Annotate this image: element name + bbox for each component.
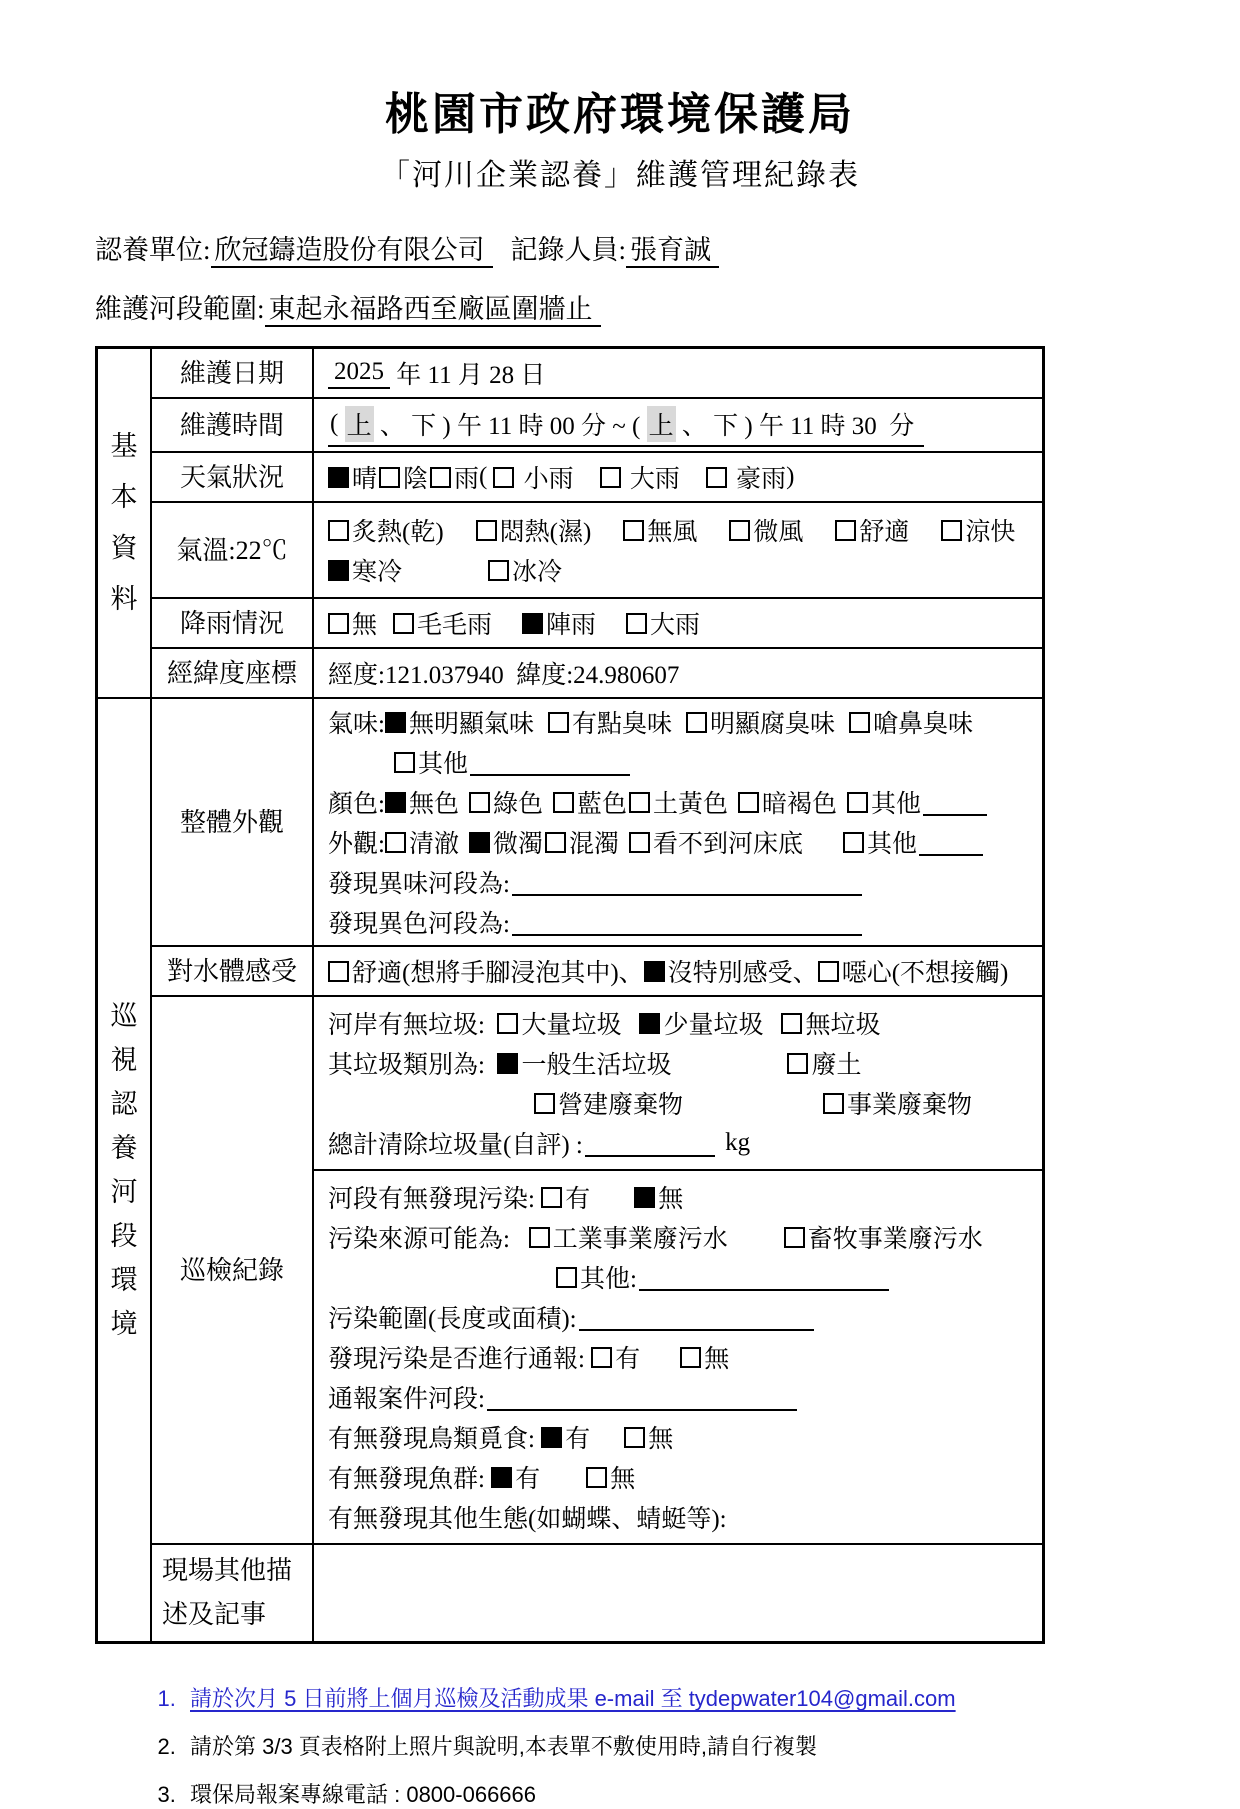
checkbox-label: 其他 (418, 751, 469, 778)
checkbox-icon[interactable] (430, 467, 451, 488)
checkbox-icon[interactable] (680, 1347, 701, 1368)
section-basic-label (98, 349, 152, 697)
coordinates-content (314, 649, 1042, 697)
pollution-range-line (328, 1297, 1038, 1337)
pollution-subsection (314, 1169, 1042, 1543)
unchecked-checkbox-option[interactable] (849, 704, 973, 740)
checkbox-label: 土黃色 (653, 791, 729, 818)
static-text: ( (479, 463, 488, 490)
checkbox-icon[interactable] (738, 792, 759, 813)
checkbox-label: 其他 (871, 791, 922, 818)
checkbox-label: 嗆鼻臭味 (873, 711, 974, 738)
other-ecology-line (328, 1497, 1038, 1537)
fill-in-blank[interactable] (487, 1384, 797, 1411)
fill-in-blank[interactable] (639, 1264, 889, 1291)
unchecked-checkbox-option[interactable] (784, 1219, 983, 1255)
checkbox-icon[interactable] (469, 832, 490, 853)
checkbox-icon[interactable] (497, 1013, 518, 1034)
unchecked-checkbox-option[interactable] (469, 784, 543, 820)
section-label-char: 認 (110, 1088, 138, 1119)
checkbox-label: 冰冷 (512, 559, 563, 586)
checkbox-icon[interactable] (787, 1053, 808, 1074)
row-inspection-record (152, 997, 1042, 1545)
checkbox-label: 沒特別感受 (667, 960, 793, 987)
unchecked-checkbox-option[interactable] (818, 953, 1009, 989)
checked-checkbox-option[interactable] (644, 953, 793, 989)
pollution-found-line (328, 1177, 1038, 1217)
site-notes-content[interactable] (314, 1545, 1042, 1641)
checked-checkbox-option[interactable] (522, 605, 596, 641)
checked-checkbox-option[interactable] (541, 1419, 590, 1455)
section-patrol-environment (98, 699, 1042, 1641)
checkbox-icon[interactable] (522, 613, 543, 634)
checkbox-label: 其他: (580, 1266, 637, 1293)
fill-in-blank[interactable] (585, 1130, 715, 1157)
unchecked-checkbox-option[interactable] (553, 784, 627, 820)
checkbox-label: 微風 (753, 519, 804, 546)
checkbox-icon[interactable] (629, 832, 650, 853)
checkbox-icon[interactable] (706, 467, 727, 488)
checkbox-icon[interactable] (600, 467, 621, 488)
row-coordinates (152, 649, 1042, 697)
checkbox-icon[interactable] (491, 1467, 512, 1488)
checkbox-label: 有 (615, 1346, 641, 1373)
fill-in-blank[interactable] (512, 869, 862, 896)
static-text: kg (718, 1129, 751, 1156)
unchecked-checkbox-option[interactable] (624, 1419, 673, 1455)
inspection-record-label: 巡檢紀錄 (152, 997, 314, 1543)
checkbox-icon[interactable] (393, 613, 414, 634)
water-feel-label: 對水體感受 (152, 947, 314, 995)
checkbox-icon[interactable] (591, 1347, 612, 1368)
unchecked-checkbox-option[interactable] (626, 605, 700, 641)
checkbox-label: 無 (352, 612, 378, 639)
row-water-feel (152, 947, 1042, 997)
checkbox-label: 豪雨 (729, 466, 787, 493)
unchecked-checkbox-option[interactable] (488, 552, 562, 588)
unchecked-checkbox-option[interactable] (541, 1179, 590, 1215)
checkbox-icon[interactable] (469, 792, 490, 813)
basic-rows (152, 349, 1042, 697)
section-label-char: 視 (110, 1044, 138, 1075)
checkbox-icon[interactable] (553, 792, 574, 813)
checkbox-label: 事業廢棄物 (847, 1092, 973, 1119)
unchecked-checkbox-option[interactable] (686, 704, 835, 740)
coordinates-value: 經度:121.037940 緯度:24.980607 (328, 662, 680, 689)
pollution-source-other-line (328, 1257, 1038, 1297)
row-site-notes (152, 1545, 1042, 1641)
section-label-char: 資 (110, 533, 138, 563)
checked-checkbox-option[interactable] (634, 1179, 683, 1215)
checkbox-icon[interactable] (497, 1053, 518, 1074)
checkbox-icon[interactable] (328, 467, 349, 488)
checkbox-label: 混濁 (568, 831, 619, 858)
riverbank-garbage-line (328, 1003, 1038, 1043)
rainfall-label: 降雨情況 (152, 599, 314, 647)
section-label-char: 段 (110, 1220, 138, 1251)
section-label-char: 環 (110, 1264, 138, 1295)
unchecked-checkbox-option[interactable] (629, 784, 728, 820)
checked-checkbox-option[interactable] (639, 1005, 763, 1041)
checkbox-icon[interactable] (847, 792, 868, 813)
unchecked-checkbox-option[interactable] (394, 744, 468, 780)
checkbox-label: 舒適 (859, 519, 910, 546)
checkbox-label: 看不到河床底 (653, 831, 804, 858)
checkbox-label: 涼快 (965, 519, 1016, 546)
unchecked-checkbox-option[interactable] (497, 1005, 621, 1041)
unchecked-checkbox-option[interactable] (629, 824, 803, 860)
static-text: 、 (792, 960, 818, 987)
checkbox-label: 畜牧事業廢污水 (807, 1226, 983, 1253)
checkbox-label: 無風 (647, 519, 698, 546)
checkbox-icon[interactable] (729, 520, 750, 541)
checkbox-icon[interactable] (379, 467, 400, 488)
checkbox-label: 大雨 (623, 466, 680, 493)
maintenance-time-value (328, 404, 924, 447)
unchecked-checkbox-option[interactable] (729, 512, 803, 548)
checkbox-label: 無 (704, 1346, 730, 1373)
recorder-label: 記錄人員: (510, 235, 627, 265)
adopting-unit-line (95, 228, 1045, 267)
static-text: 、 下 ) 午 11 時 00 分 ~ ( (373, 412, 647, 440)
static-text: 氣味: (328, 711, 385, 738)
highlighted-text: 上 (345, 406, 374, 442)
maintenance-time-content (314, 399, 1042, 451)
static-text: 年 11 月 28 日 (390, 362, 546, 389)
water-feel-content (314, 947, 1042, 995)
checked-checkbox-option[interactable] (469, 824, 543, 860)
unchecked-checkbox-option[interactable] (781, 1005, 880, 1041)
checkbox-icon[interactable] (545, 832, 566, 853)
checkbox-label: 有 (565, 1426, 591, 1453)
unchecked-checkbox-option[interactable] (529, 1219, 728, 1255)
site-notes-label: 現場其他描述及記事 (152, 1545, 314, 1641)
section-label-char: 本 (110, 482, 138, 512)
section-label-char: 境 (110, 1308, 138, 1339)
checkbox-label: 大量垃圾 (521, 1012, 622, 1039)
section-label-char: 養 (110, 1132, 138, 1163)
checkbox-icon[interactable] (818, 961, 839, 982)
unchecked-checkbox-option[interactable] (534, 1085, 683, 1121)
checkbox-label: 有 (565, 1186, 591, 1213)
checkbox-label: 暗褐色 (762, 791, 838, 818)
static-text: 有無發現其他生態(如蝴蝶、蜻蜓等): (328, 1506, 727, 1533)
checked-checkbox-option[interactable] (328, 552, 402, 588)
row-weather (152, 453, 1042, 503)
static-text: 、 下 ) 午 11 時 30 分 (675, 412, 915, 440)
unchecked-checkbox-option[interactable] (328, 605, 377, 641)
fish-found-line (328, 1457, 1038, 1497)
checkbox-icon[interactable] (541, 1427, 562, 1448)
footer-notes (152, 1682, 1240, 1809)
email-link-text[interactable]: 請於次月 5 日前將上個月巡檢及活動成果 e-mail 至 tydepwater104@gmail.com (190, 1686, 956, 1712)
temperature-content (314, 503, 1042, 597)
unchecked-checkbox-option[interactable] (680, 1339, 729, 1375)
checked-checkbox-option[interactable] (385, 784, 459, 820)
checkbox-icon[interactable] (548, 712, 569, 733)
checkbox-label: 悶熱(濕) (499, 519, 592, 546)
static-text: 發現污染是否進行通報: (328, 1346, 592, 1373)
unchecked-checkbox-option[interactable] (941, 512, 1015, 548)
checkbox-icon[interactable] (623, 520, 644, 541)
checkbox-icon[interactable] (385, 712, 406, 733)
static-text: 通報案件河段: (328, 1386, 485, 1413)
garbage-subsection (314, 997, 1042, 1169)
row-rainfall (152, 599, 1042, 649)
temperature-options-line-2 (328, 550, 1038, 590)
checkbox-label: 陰 (403, 466, 429, 493)
pollution-source-line (328, 1217, 1038, 1257)
checkbox-icon[interactable] (488, 560, 509, 581)
river-range-value: 東起永福路西至廠區圍牆止 (265, 294, 601, 327)
checkbox-label: 無明顯氣味 (408, 711, 534, 738)
report-case-line (328, 1377, 1038, 1417)
checkbox-icon[interactable] (541, 1187, 562, 1208)
checkbox-icon[interactable] (644, 961, 665, 982)
highlighted-text: 上 (647, 406, 676, 442)
unchecked-checkbox-option[interactable] (385, 824, 459, 860)
fill-in-blank[interactable] (579, 1304, 814, 1331)
checkbox-label: 明顯腐臭味 (709, 711, 835, 738)
checkbox-icon[interactable] (626, 613, 647, 634)
checkbox-label: 寒冷 (352, 559, 403, 586)
static-text: 污染來源可能為: (328, 1226, 529, 1253)
checkbox-icon[interactable] (781, 1013, 802, 1034)
unchecked-checkbox-option[interactable] (586, 1459, 635, 1495)
water-feel-options-line (328, 951, 1038, 991)
checkbox-label: 噁心(不想接觸) (841, 960, 1009, 987)
checkbox-label: 其他 (867, 831, 918, 858)
unchecked-checkbox-option[interactable] (328, 512, 444, 548)
checkbox-label: 微濁 (492, 831, 543, 858)
checkbox-icon[interactable] (385, 832, 406, 853)
checkbox-icon[interactable] (843, 832, 864, 853)
checked-checkbox-option[interactable] (328, 459, 377, 495)
clarity-options-line (328, 822, 1038, 862)
odor-other-line (328, 742, 1038, 782)
birds-found-line (328, 1417, 1038, 1457)
overall-appearance-content (314, 699, 1042, 945)
checkbox-icon[interactable] (476, 520, 497, 541)
static-text: 發現異色河段為: (328, 911, 510, 938)
unchecked-checkbox-option[interactable] (623, 512, 697, 548)
footer-note-photos-text: 請於第 3/3 頁表格附上照片與說明,本表單不敷使用時,請自行複製 (190, 1734, 818, 1760)
unchecked-checkbox-option[interactable] (556, 1259, 637, 1295)
color-options-line (328, 782, 1038, 822)
checkbox-icon[interactable] (784, 1227, 805, 1248)
checkbox-icon[interactable] (328, 520, 349, 541)
fill-in-blank[interactable] (512, 909, 862, 936)
fill-in-blank[interactable] (470, 749, 630, 776)
section-label-char: 料 (110, 584, 138, 614)
checkbox-icon[interactable] (639, 1013, 660, 1034)
garbage-type-line-2 (328, 1083, 1038, 1123)
static-text: 有無發現鳥類覓食: (328, 1426, 542, 1453)
checkbox-label: 綠色 (492, 791, 543, 818)
static-text: 有無發現魚群: (328, 1466, 492, 1493)
weather-content (314, 453, 1042, 501)
checkbox-icon[interactable] (624, 1427, 645, 1448)
checkbox-label: 晴 (352, 466, 378, 493)
checkbox-label: 營建廢棄物 (558, 1092, 684, 1119)
checkbox-label: 大雨 (650, 612, 701, 639)
section-label-char: 巡 (110, 1000, 138, 1031)
maintenance-time-label: 維護時間 (152, 399, 314, 451)
checked-checkbox-option[interactable] (385, 704, 534, 740)
static-text: 河段有無發現污染: (328, 1186, 542, 1213)
checkbox-label: 藍色 (576, 791, 627, 818)
coordinates-label: 經緯度座標 (152, 649, 314, 697)
unchecked-checkbox-option[interactable] (328, 953, 619, 989)
checkbox-icon[interactable] (941, 520, 962, 541)
form-document (95, 228, 1045, 1644)
row-overall-appearance (152, 699, 1042, 947)
static-text: ) (786, 463, 795, 490)
underlined-value: 2025 (328, 358, 390, 389)
maintenance-time-line (328, 404, 1038, 447)
checked-checkbox-option[interactable] (491, 1459, 540, 1495)
weather-options-line (328, 457, 1038, 497)
unchecked-checkbox-option[interactable] (591, 1339, 640, 1375)
section-patrol-label (98, 699, 152, 1641)
footer-note-hotline (182, 1778, 1240, 1809)
checkbox-icon[interactable] (686, 712, 707, 733)
checkbox-icon[interactable] (634, 1187, 655, 1208)
static-text: 污染範圍(長度或面積): (328, 1306, 577, 1333)
checkbox-icon[interactable] (849, 712, 870, 733)
checkbox-label: 有 (515, 1466, 541, 1493)
static-text: 其垃圾類別為: (328, 1052, 498, 1079)
unchecked-checkbox-option[interactable] (823, 1085, 972, 1121)
patrol-rows (152, 699, 1042, 1641)
unchecked-checkbox-option[interactable] (738, 784, 837, 820)
checkbox-label: 清澈 (408, 831, 459, 858)
checkbox-icon[interactable] (493, 467, 514, 488)
footer-note-email-link[interactable] (182, 1682, 1240, 1713)
unchecked-checkbox-option[interactable] (843, 824, 917, 860)
unchecked-checkbox-option[interactable] (548, 704, 672, 740)
odor-section-blank-line (328, 862, 1038, 902)
checked-checkbox-option[interactable] (497, 1045, 671, 1081)
static-text: 河岸有無垃圾: (328, 1012, 498, 1039)
checkbox-label: 無 (610, 1466, 636, 1493)
static-text: 發現異味河段為: (328, 871, 510, 898)
checkbox-icon[interactable] (385, 792, 406, 813)
checkbox-icon[interactable] (586, 1467, 607, 1488)
recorder-value: 張育誠 (626, 235, 719, 268)
checkbox-label: 無 (658, 1186, 684, 1213)
river-range-label: 維護河段範圍: (95, 294, 265, 324)
page-title: 桃園市政府環境保護局 (385, 90, 855, 139)
checkbox-icon[interactable] (328, 961, 349, 982)
temperature-label: 氣溫:22℃ (152, 503, 314, 597)
section-label-char: 河 (110, 1176, 138, 1207)
static-text: 總計清除垃圾量(自評) : (328, 1132, 583, 1159)
section-basic-info (98, 349, 1042, 699)
unchecked-checkbox-option[interactable] (600, 459, 680, 495)
checkbox-label: 少量垃圾 (663, 1012, 764, 1039)
checkbox-label: 毛毛雨 (417, 612, 493, 639)
section-label-char: 基 (110, 431, 138, 461)
static-text: ( (330, 409, 345, 437)
overall-appearance-label: 整體外觀 (152, 699, 314, 945)
checkbox-icon[interactable] (328, 560, 349, 581)
checkbox-label: 廢土 (811, 1052, 862, 1079)
unchecked-checkbox-option[interactable] (545, 824, 619, 860)
color-section-blank-line (328, 902, 1038, 942)
temperature-options-line-1 (328, 510, 1038, 550)
checkbox-icon[interactable] (534, 1093, 555, 1114)
row-maintenance-date (152, 349, 1042, 399)
checkbox-icon[interactable] (629, 792, 650, 813)
static-text: 顏色: (328, 791, 385, 818)
row-temperature (152, 503, 1042, 599)
checkbox-icon[interactable] (835, 520, 856, 541)
checkbox-icon[interactable] (328, 613, 349, 634)
weather-label: 天氣狀況 (152, 453, 314, 501)
unchecked-checkbox-option[interactable] (476, 512, 592, 548)
unchecked-checkbox-option[interactable] (393, 605, 492, 641)
checkbox-label: 陣雨 (546, 612, 597, 639)
checkbox-label: 一般生活垃圾 (521, 1052, 672, 1079)
unchecked-checkbox-option[interactable] (706, 459, 786, 495)
unchecked-checkbox-option[interactable] (379, 459, 428, 495)
static-text: 、 (618, 960, 644, 987)
checkbox-label: 工業事業廢污水 (552, 1226, 728, 1253)
adopting-unit-value: 欣冠鑄造股份有限公司 (211, 235, 493, 268)
checkbox-label: 有點臭味 (571, 711, 672, 738)
inspection-record-content (314, 997, 1042, 1543)
unchecked-checkbox-option[interactable] (787, 1045, 861, 1081)
checkbox-icon[interactable] (529, 1227, 550, 1248)
static-text: 外觀: (328, 831, 385, 858)
unchecked-checkbox-option[interactable] (493, 459, 573, 495)
rainfall-content (314, 599, 1042, 647)
checkbox-label: 小雨 (517, 466, 574, 493)
checkbox-label: 舒適(想將手腳浸泡其中) (352, 960, 619, 987)
footer-note-hotline-text: 環保局報案專線電話 : 0800-066666 (190, 1782, 537, 1808)
fill-in-blank[interactable] (919, 829, 983, 856)
record-form-table (95, 346, 1045, 1644)
adopting-unit-label: 認養單位: (95, 235, 211, 265)
row-maintenance-time (152, 399, 1042, 453)
checkbox-icon[interactable] (556, 1267, 577, 1288)
checkbox-label: 雨 (454, 466, 480, 493)
pollution-report-line (328, 1337, 1038, 1377)
checkbox-label: 炙熱(乾) (352, 519, 444, 546)
unchecked-checkbox-option[interactable] (430, 459, 479, 495)
checkbox-icon[interactable] (823, 1093, 844, 1114)
maintenance-date-label: 維護日期 (152, 349, 314, 397)
footer-note-photos (182, 1730, 1240, 1761)
checkbox-label: 無垃圾 (805, 1012, 881, 1039)
unchecked-checkbox-option[interactable] (847, 784, 921, 820)
fill-in-blank[interactable] (923, 789, 987, 816)
unchecked-checkbox-option[interactable] (835, 512, 909, 548)
odor-options-line (328, 702, 1038, 742)
maintenance-date-content (314, 349, 1042, 397)
checkbox-icon[interactable] (394, 752, 415, 773)
page-subtitle: 「河川企業認養」維護管理紀錄表 (380, 159, 860, 192)
maintenance-date-value (328, 353, 1038, 393)
checkbox-label: 無色 (408, 791, 459, 818)
garbage-type-line (328, 1043, 1038, 1083)
garbage-total-line (328, 1123, 1038, 1163)
river-range-line (95, 287, 1045, 326)
checkbox-label: 無 (648, 1426, 674, 1453)
rainfall-options-line (328, 603, 1038, 643)
